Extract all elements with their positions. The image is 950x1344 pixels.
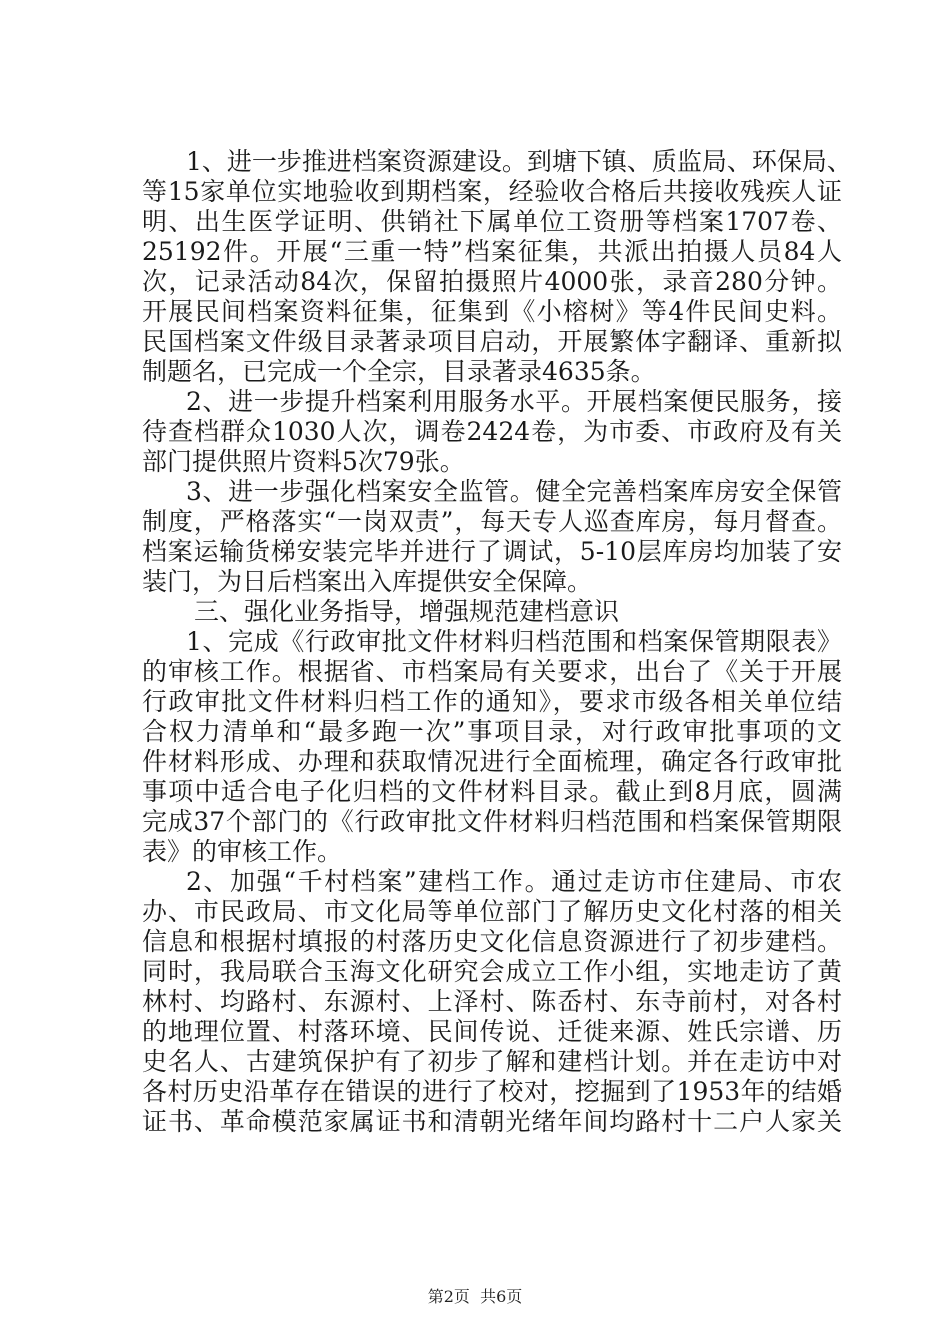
- paragraph-line: 制题名，已完成一个全宗，目录著录4635条。: [142, 357, 656, 386]
- section-heading: 三、强化业务指导，增强规范建档意识: [194, 597, 620, 626]
- paragraph-line: 民国档案文件级目录著录项目启动，开展繁体字翻译、重新拟: [142, 327, 842, 356]
- paragraph-line: 证书、革命模范家属证书和清朝光绪年间均路村十二户人家关: [142, 1107, 842, 1136]
- paragraph-line: 史名人、古建筑保护有了初步了解和建档计划。并在走访中对: [142, 1047, 842, 1076]
- paragraph-line: 开展民间档案资料征集，征集到《小榕树》等4件民间史料。: [142, 297, 842, 326]
- paragraph-line: 装门，为日后档案出入库提供安全保障。: [142, 567, 593, 596]
- paragraph-line: 事项中适合电子化归档的文件材料目录。截止到8月底，圆满: [142, 777, 842, 806]
- paragraph-line: 行政审批文件材料归档工作的通知》，要求市级各相关单位结: [142, 687, 842, 716]
- paragraph-line: 林村、均路村、东源村、上泽村、陈岙村、东寺前村，对各村: [142, 987, 842, 1016]
- paragraph-line: 完成37个部门的《行政审批文件材料归档范围和档案保管期限: [142, 807, 842, 836]
- paragraph-line: 合权力清单和“最多跑一次”事项目录，对行政审批事项的文: [142, 717, 842, 746]
- paragraph-line: 的审核工作。根据省、市档案局有关要求，出台了《关于开展: [142, 657, 842, 686]
- paragraph-line: 1、进一步推进档案资源建设。到塘下镇、质监局、环保局、: [186, 147, 852, 176]
- paragraph-line: 待查档群众1030人次，调卷2424卷，为市委、市政府及有关: [142, 417, 842, 446]
- paragraph-line: 等15家单位实地验收到期档案，经验收合格后共接收残疾人证: [142, 177, 842, 206]
- paragraph-line: 各村历史沿革存在错误的进行了校对，挖掘到了1953年的结婚: [142, 1077, 842, 1106]
- paragraph-line: 表》的审核工作。: [142, 837, 343, 866]
- paragraph-line: 次，记录活动84次，保留拍摄照片4000张，录音280分钟。: [142, 267, 842, 296]
- paragraph-line: 的地理位置、村落环境、民间传说、迁徙来源、姓氏宗谱、历: [142, 1017, 842, 1046]
- paragraph-line: 3、进一步强化档案安全监管。健全完善档案库房安全保管: [186, 477, 842, 506]
- paragraph-line: 信息和根据村填报的村落历史文化信息资源进行了初步建档。: [142, 927, 842, 956]
- paragraph-line: 25192件。开展“三重一特”档案征集，共派出拍摄人员84人: [142, 237, 842, 266]
- paragraph-line: 1、完成《行政审批文件材料归档范围和档案保管期限表》: [186, 627, 842, 656]
- paragraph-line: 2、进一步提升档案利用服务水平。开展档案便民服务，接: [186, 387, 842, 416]
- page-footer: 第2页 共6页: [427, 1287, 523, 1306]
- paragraph-line: 明、出生医学证明、供销社下属单位工资册等档案1707卷、: [142, 207, 842, 236]
- paragraph-line: 制度，严格落实“一岗双责”，每天专人巡查库房，每月督查。: [142, 507, 842, 536]
- paragraph-line: 部门提供照片资料5次79张。: [142, 447, 465, 476]
- paragraph-line: 同时，我局联合玉海文化研究会成立工作小组，实地走访了黄: [142, 957, 842, 986]
- paragraph-line: 档案运输货梯安装完毕并进行了调试，5-10层库房均加装了安: [142, 537, 842, 566]
- paragraph-line: 2、加强“千村档案”建档工作。通过走访市住建局、市农: [186, 867, 842, 896]
- paragraph-line: 件材料形成、办理和获取情况进行全面梳理，确定各行政审批: [142, 747, 842, 776]
- paragraph-line: 办、市民政局、市文化局等单位部门了解历史文化村落的相关: [142, 897, 842, 926]
- document-body: [142, 147, 852, 1137]
